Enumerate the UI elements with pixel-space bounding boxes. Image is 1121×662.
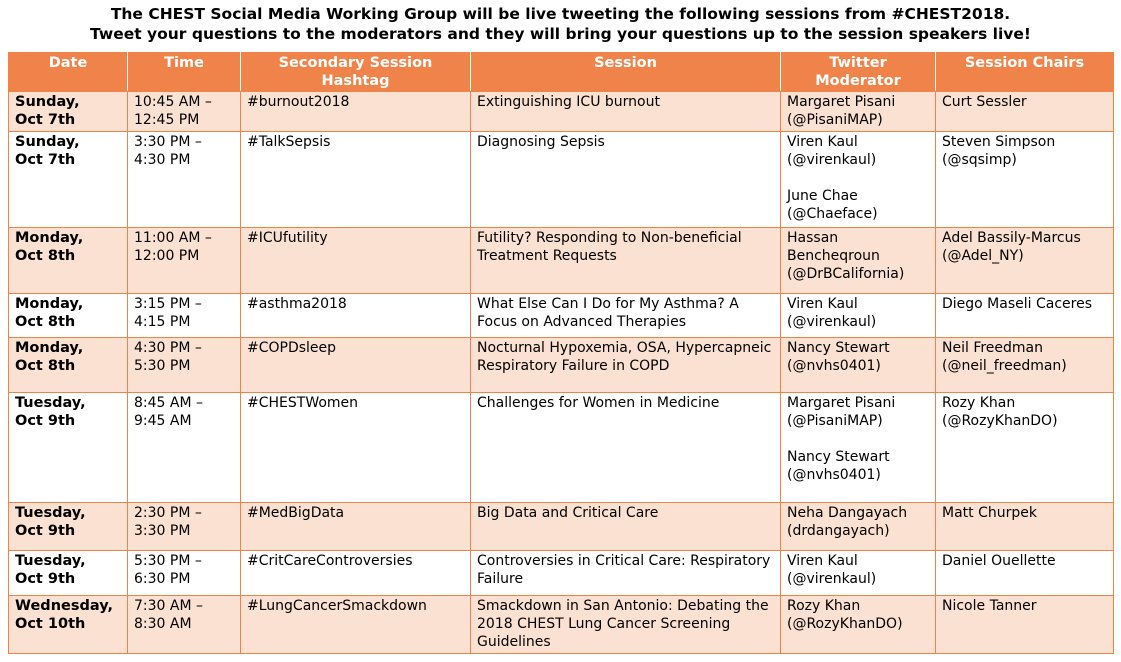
date-value: Oct 9th [15,523,76,539]
date-value: Oct 9th [15,571,76,587]
date-cell [9,228,128,294]
date-day: Monday, [15,296,84,312]
chair-line: Neil Freedman [942,340,1044,356]
moderator-line: (@RozyKhanDO) [787,616,903,632]
moderator-line: (@virenkaul) [787,152,877,168]
moderator-line: (@virenkaul) [787,571,877,587]
time-end: 3:30 PM [134,523,191,539]
table-row [9,393,1114,503]
hashtag-cell: #MedBigData [241,503,471,551]
hashtag-cell: #asthma2018 [241,294,471,338]
moderator-line: Viren Kaul [787,296,858,312]
time-cell [128,338,241,393]
table-row [9,338,1114,393]
moderator-cell [781,551,936,596]
date-cell [9,92,128,132]
chairs-cell [936,294,1114,338]
moderator-line: Nancy Stewart [787,340,890,356]
date-day: Tuesday, [15,553,86,569]
session-cell: Challenges for Women in Medicine [471,393,781,503]
time-end: 9:45 AM [134,413,192,429]
time-start: 8:45 AM – [134,395,203,411]
chairs-cell [936,92,1114,132]
date-day: Monday, [15,230,84,246]
chairs-cell [936,338,1114,393]
time-start: 2:30 PM – [134,505,202,521]
date-value: Oct 8th [15,314,76,330]
moderator-line: Viren Kaul [787,134,858,150]
time-end: 12:00 PM [134,248,200,264]
hashtag-cell: #ICUfutility [241,228,471,294]
table-row [9,228,1114,294]
moderator-line: Rozy Khan [787,598,861,614]
time-end: 12:45 PM [134,112,200,128]
date-value: Oct 7th [15,112,76,128]
moderator-cell [781,596,936,654]
time-start: 7:30 AM – [134,598,203,614]
chair-line: Diego Maseli Caceres [942,296,1093,312]
moderator-line: Margaret Pisani [787,395,896,411]
heading-line-1: The CHEST Social Media Working Group will be live tweeting the following sessions from #CHEST2018. [110,5,1011,23]
date-cell [9,294,128,338]
table-row [9,92,1114,132]
chair-line: (@RozyKhanDO) [942,413,1058,429]
col-header-date: Date [9,53,128,92]
date-cell [9,596,128,654]
col-header-session: Session [471,53,781,92]
time-start: 5:30 PM – [134,553,202,569]
time-start: 3:15 PM – [134,296,202,312]
col-header-chairs: Session Chairs [936,53,1114,92]
moderator-line: Hassan [787,230,839,246]
hashtag-cell: #LungCancerSmackdown [241,596,471,654]
date-day: Wednesday, [15,598,114,614]
date-cell [9,132,128,228]
table-row [9,551,1114,596]
chairs-cell [936,228,1114,294]
session-cell: Futility? Responding to Non-beneficial Treatment Requests [471,228,781,294]
session-cell: Nocturnal Hypoxemia, OSA, Hypercapneic Respiratory Failure in COPD [471,338,781,393]
hashtag-cell: #CHESTWomen [241,393,471,503]
time-start: 11:00 AM – [134,230,212,246]
time-cell [128,503,241,551]
time-cell [128,132,241,228]
table-row [9,503,1114,551]
session-cell: Controversies in Critical Care: Respiratory Failure [471,551,781,596]
date-cell [9,551,128,596]
moderator-line: (@nvhs0401) [787,358,881,374]
date-day: Tuesday, [15,505,86,521]
hashtag-cell: #COPDsleep [241,338,471,393]
moderator-line: (@virenkaul) [787,314,877,330]
session-cell: Diagnosing Sepsis [471,132,781,228]
date-cell [9,338,128,393]
chair-line: Steven Simpson [942,134,1056,150]
chair-line: Adel Bassily-Marcus [942,230,1081,246]
chair-line: (@Adel_NY) [942,248,1024,264]
moderator-line: Margaret Pisani [787,94,896,110]
time-start: 4:30 PM – [134,340,202,356]
table-row [9,132,1114,228]
sessions-table [8,52,1114,654]
chair-line: (@sqsimp) [942,152,1017,168]
date-day: Tuesday, [15,395,86,411]
time-end: 4:30 PM [134,152,191,168]
moderator-line: Viren Kaul [787,553,858,569]
chairs-cell [936,551,1114,596]
chair-line: Matt Churpek [942,505,1037,521]
moderator-cell [781,393,936,503]
moderator-line: (drdangayach) [787,523,890,539]
moderator-cell [781,503,936,551]
chair-line: Curt Sessler [942,94,1027,110]
moderator-cell [781,338,936,393]
moderator-line: (@Chaeface) [787,206,878,222]
hashtag-cell: #TalkSepsis [241,132,471,228]
chairs-cell [936,596,1114,654]
time-start: 3:30 PM – [134,134,202,150]
moderator-line: (@PisaniMAP) [787,413,883,429]
date-value: Oct 9th [15,413,76,429]
time-cell [128,596,241,654]
table-row [9,596,1114,654]
page-heading [0,0,1121,44]
moderator-line: Nancy Stewart [787,449,890,465]
moderator-line: Bencheqroun [787,248,880,264]
time-end: 8:30 AM [134,616,192,632]
chair-line: Rozy Khan [942,395,1016,411]
chairs-cell [936,503,1114,551]
heading-line-2: Tweet your questions to the moderators and they will bring your questions up to the session speakers live! [90,25,1031,43]
moderator-line: (@DrBCalifornia) [787,266,905,282]
chair-line: Nicole Tanner [942,598,1037,614]
moderator-cell [781,92,936,132]
date-day: Sunday, [15,94,80,110]
session-cell: Extinguishing ICU burnout [471,92,781,132]
time-end: 4:15 PM [134,314,191,330]
date-day: Sunday, [15,134,80,150]
time-end: 6:30 PM [134,571,191,587]
moderator-line: Neha Dangayach [787,505,908,521]
time-start: 10:45 AM – [134,94,212,110]
time-cell [128,92,241,132]
moderator-cell [781,228,936,294]
time-cell [128,228,241,294]
chairs-cell [936,132,1114,228]
chair-line: Daniel Ouellette [942,553,1056,569]
moderator-line: (@PisaniMAP) [787,112,883,128]
date-value: Oct 10th [15,616,86,632]
time-cell [128,393,241,503]
time-cell [128,551,241,596]
moderator-cell [781,132,936,228]
col-header-hashtag: Secondary Session Hashtag [241,53,471,92]
time-end: 5:30 PM [134,358,191,374]
col-header-time: Time [128,53,241,92]
session-cell: Big Data and Critical Care [471,503,781,551]
date-value: Oct 8th [15,358,76,374]
date-cell [9,393,128,503]
date-day: Monday, [15,340,84,356]
moderator-line: (@nvhs0401) [787,467,881,483]
session-cell: What Else Can I Do for My Asthma? A Focus on Advanced Therapies [471,294,781,338]
hashtag-cell: #burnout2018 [241,92,471,132]
moderator-cell [781,294,936,338]
date-value: Oct 7th [15,152,76,168]
date-cell [9,503,128,551]
table-header-row [9,53,1114,92]
moderator-line: June Chae [787,188,858,204]
time-cell [128,294,241,338]
hashtag-cell: #CritCareControversies [241,551,471,596]
table-row [9,294,1114,338]
chair-line: (@neil_freedman) [942,358,1067,374]
chairs-cell [936,393,1114,503]
date-value: Oct 8th [15,248,76,264]
col-header-moderator: Twitter Moderator [781,53,936,92]
session-cell: Smackdown in San Antonio: Debating the 2018 CHEST Lung Cancer Screening Guidelines [471,596,781,654]
